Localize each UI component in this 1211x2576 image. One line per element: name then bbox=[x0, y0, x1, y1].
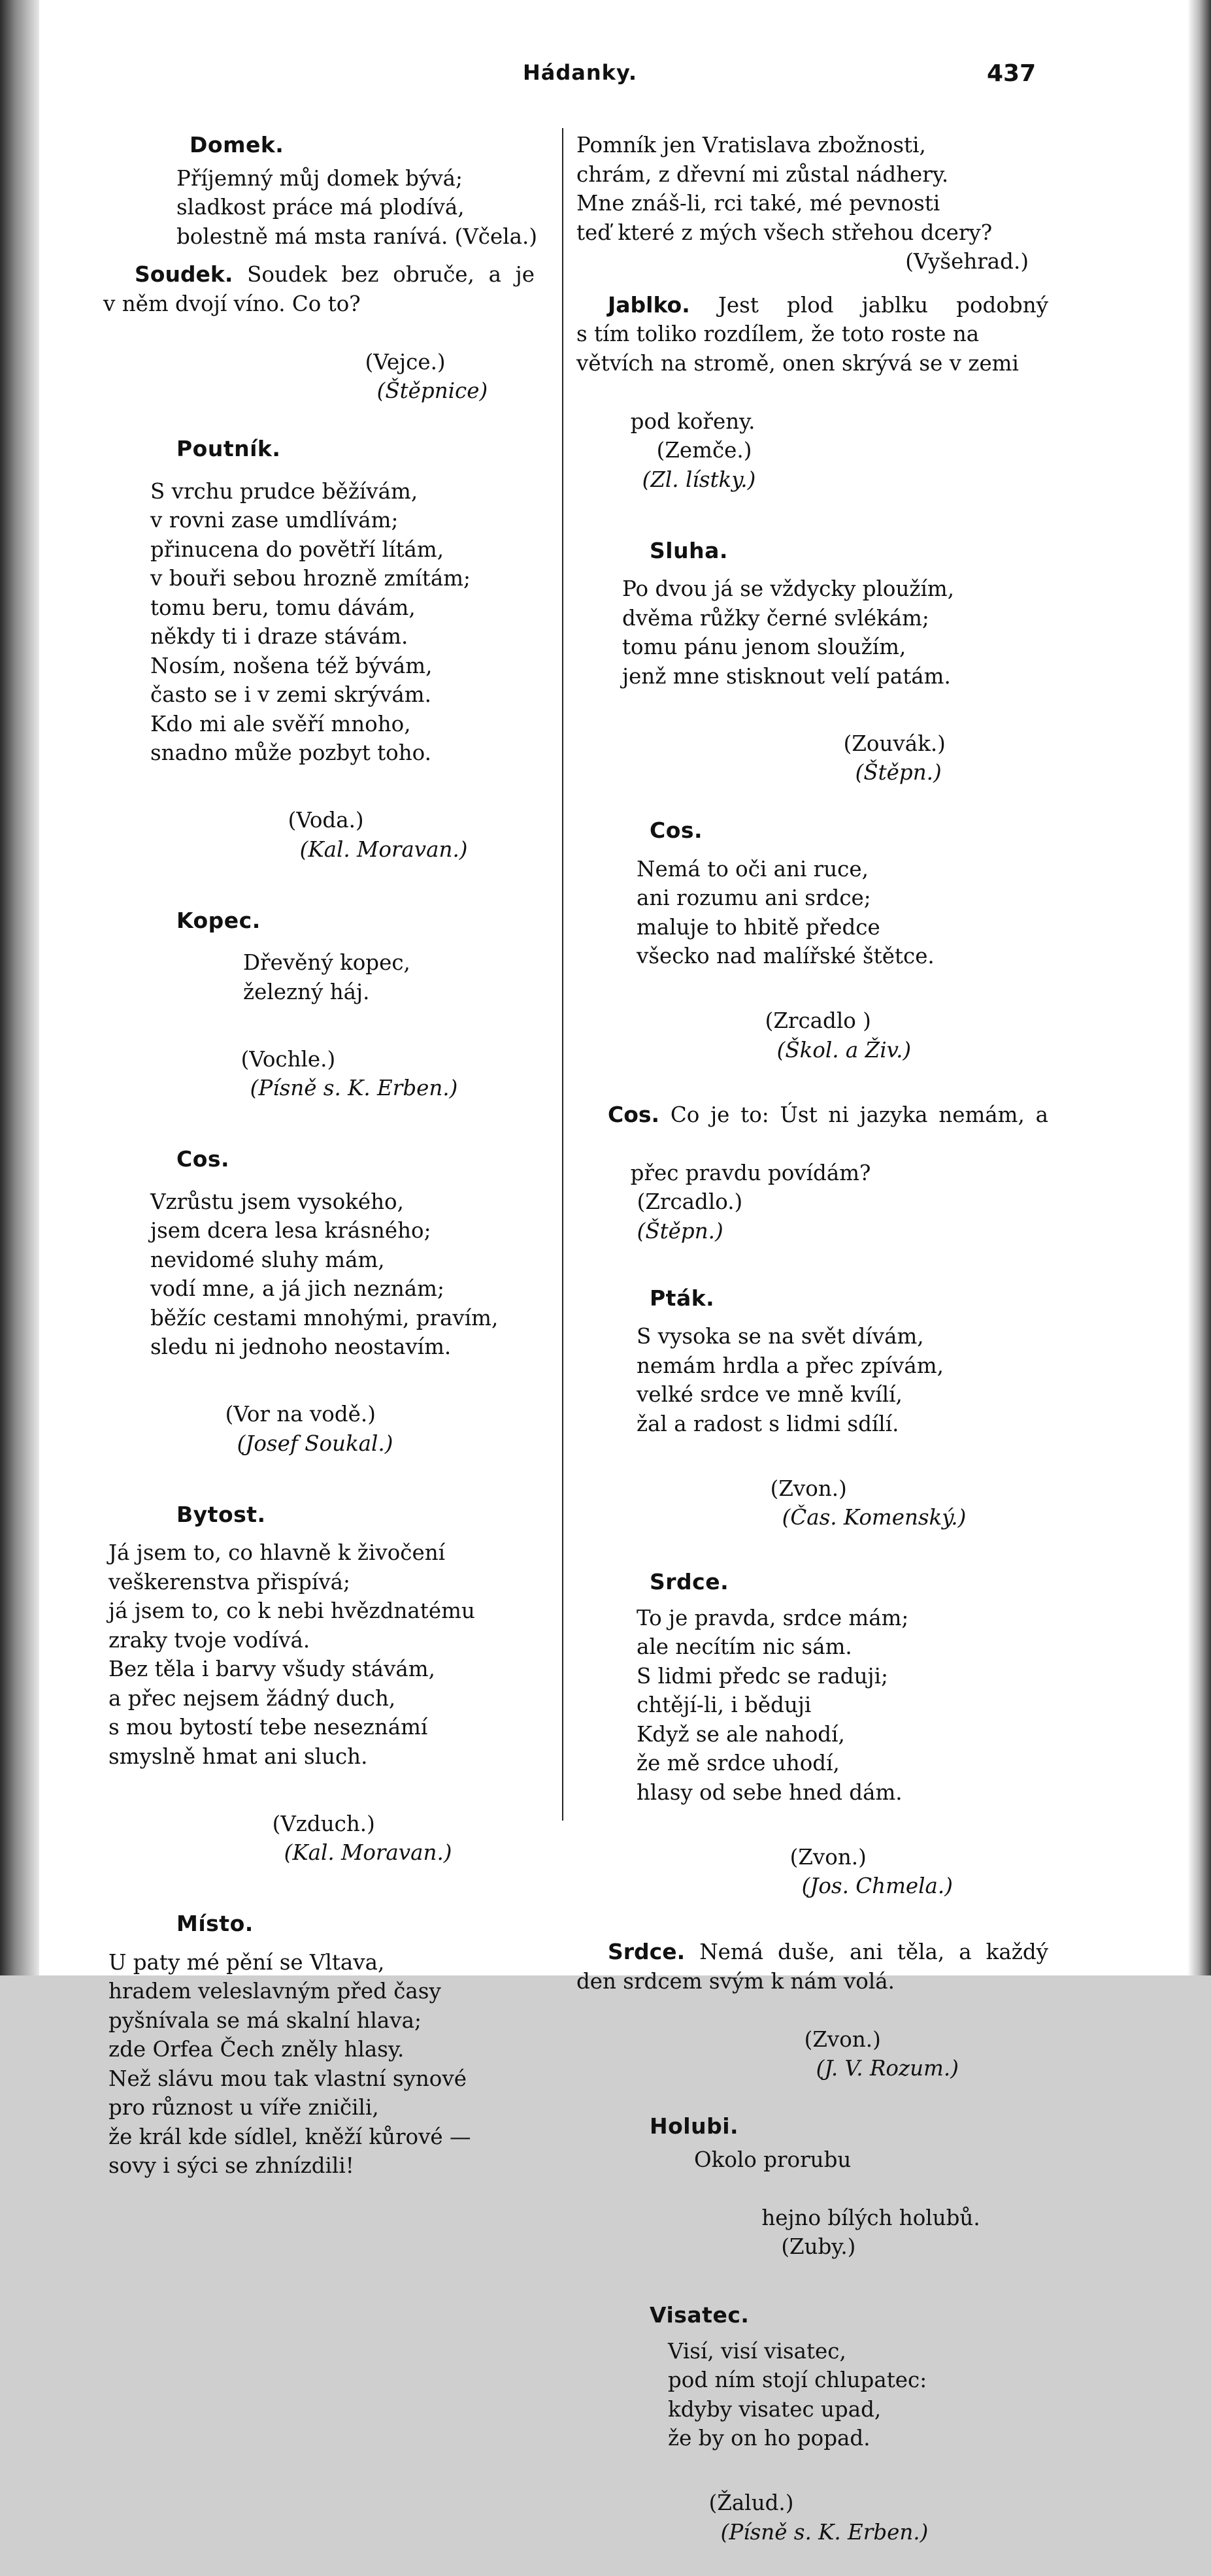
verse-line: a přec nejsem žádný duch, bbox=[108, 1685, 396, 1711]
verse-line: pod ním stojí chlupatec: bbox=[668, 2368, 927, 2392]
riddle-source: (Kal. Moravan.) bbox=[299, 836, 468, 862]
riddle-title: Pták. bbox=[650, 1285, 715, 1311]
riddle-source: (Zl. lístky.) bbox=[642, 467, 756, 492]
riddle-answer: (Žalud.) bbox=[708, 2490, 794, 2515]
riddle-answer: (Zrcadlo.) bbox=[637, 1189, 743, 1214]
verse-line: Okolo prorubu bbox=[694, 2147, 852, 2172]
verse-line: Když se ale nahodí, bbox=[637, 1721, 845, 1747]
riddle-title: Holubi. bbox=[650, 2113, 739, 2139]
verse-line: maluje to hbitě předce bbox=[637, 914, 880, 940]
riddle-answer: (Voda.) bbox=[288, 808, 364, 833]
riddle-answer: (Vzduch.) bbox=[272, 1811, 375, 1836]
verse-line: veškerenstva přispívá; bbox=[108, 1569, 351, 1594]
verse-line: U paty mé pění se Vltava, bbox=[108, 1949, 385, 1975]
verse-line: přinucena do povětří lítám, bbox=[150, 537, 444, 562]
verse-line: bolestně má msta ranívá. (Včela.) bbox=[176, 223, 538, 249]
riddle-visatec bbox=[576, 2301, 1048, 2576]
verse-line: hradem veleslavným před časy bbox=[108, 1979, 441, 2004]
riddle-bytost bbox=[103, 1500, 535, 1897]
verse-line: já jsem to, co k nebi hvězdnatému bbox=[108, 1598, 475, 1623]
running-head bbox=[0, 60, 1211, 93]
verse-line: Pomník jen Vratislava zbožnosti, bbox=[576, 133, 926, 157]
verse-line: pyšnívala se má skalní hlava; bbox=[108, 2007, 422, 2033]
riddle-source: (Kal. Moravan.) bbox=[284, 1840, 452, 1865]
riddle-answer: (Vochle.) bbox=[241, 1046, 336, 1072]
page-number: 437 bbox=[987, 60, 1037, 87]
riddle-source: (Štěpnice) bbox=[376, 378, 488, 403]
verse-line: Visí, visí visatec, bbox=[668, 2338, 846, 2364]
riddle-misto-continued bbox=[576, 131, 1048, 276]
verse-line: hejno bílých holubů. bbox=[761, 2205, 980, 2230]
riddle-domek bbox=[103, 131, 538, 251]
riddle-answer: (Vyšehrad.) bbox=[905, 249, 1029, 274]
riddle-answer: (Zemče.) bbox=[656, 438, 752, 463]
riddle-soudek bbox=[103, 260, 535, 435]
riddle-source: (Písně s. K. Erben.) bbox=[720, 2519, 929, 2545]
verse-line: Kdo mi ale svěří mnoho, bbox=[150, 711, 411, 736]
riddle-answer: (Vor na vodě.) bbox=[225, 1402, 376, 1427]
riddle-title: Sluha. bbox=[650, 537, 728, 563]
verse-line: smyslně hmat ani sluch. bbox=[108, 1743, 368, 1769]
riddle-title: Srdce. bbox=[608, 1939, 686, 1964]
verse-line: tomu beru, tomu dávám, bbox=[150, 595, 416, 620]
verse-line: že by on ho popad. bbox=[668, 2426, 871, 2451]
verse-line: S vrchu prudce běžívám, bbox=[150, 478, 418, 504]
verse-line: dvěma růžky černé svlékám; bbox=[622, 605, 929, 631]
riddle-srdce-zvon bbox=[576, 1568, 1048, 1930]
verse-line: železný háj. bbox=[243, 979, 370, 1004]
running-head-title: Hádanky. bbox=[523, 60, 638, 85]
verse-line: velké srdce ve mně kvílí, bbox=[637, 1382, 903, 1407]
riddle-answer: (Zuby.) bbox=[781, 2234, 856, 2259]
riddle-text: větvích na stromě, onen skrývá se v zemi bbox=[576, 350, 1019, 376]
verse-line: Příjemný můj domek bývá; bbox=[176, 165, 463, 191]
riddle-answer: (Zvon.) bbox=[789, 1844, 867, 1870]
verse-line: vodí mne, a já jich neznám; bbox=[150, 1276, 444, 1301]
riddle-jablko bbox=[576, 291, 1048, 523]
riddle-title: Domek. bbox=[190, 132, 284, 157]
right-column bbox=[576, 131, 1048, 2576]
riddle-answer: (Vejce.) bbox=[365, 349, 446, 374]
verse-line: v bouři sebou hrozně zmítám; bbox=[150, 566, 471, 591]
verse-line: S vysoka se na svět dívám, bbox=[637, 1324, 924, 1349]
verse-line: sladkost práce má plodívá, bbox=[176, 195, 465, 220]
riddle-title: Cos. bbox=[608, 1101, 660, 1127]
verse-line: Po dvou já se vždycky ploužím, bbox=[622, 576, 955, 601]
verse-line: že mě srdce uhodí, bbox=[637, 1751, 840, 1775]
riddle-title: Kopec. bbox=[176, 907, 261, 933]
riddle-cos-zrcadlo-2 bbox=[576, 1100, 1048, 1275]
riddle-title: Bytost. bbox=[176, 1501, 266, 1527]
riddle-source: (Josef Soukal.) bbox=[237, 1430, 393, 1456]
riddle-ptak bbox=[576, 1284, 1048, 1562]
riddle-text: Nemá duše, ani těla, a každý bbox=[699, 1940, 1048, 1964]
riddle-poutnik bbox=[103, 435, 535, 893]
riddle-source: (Škol. a Živ.) bbox=[776, 1037, 912, 1063]
verse-line: někdy ti i draze stávám. bbox=[150, 624, 408, 649]
verse-line: teď které z mých všech střehou dcery? bbox=[576, 220, 993, 245]
riddle-text: pod kořeny. bbox=[630, 408, 755, 434]
verse-line: Já jsem to, co hlavně k živočení bbox=[108, 1540, 446, 1565]
verse-line: Vzrůstu jsem vysokého, bbox=[150, 1189, 404, 1214]
verse-line: zde Orfea Čech zněly hlasy. bbox=[108, 2037, 405, 2062]
verse-line: snadno může pozbyt toho. bbox=[150, 740, 431, 765]
verse-line: nevidomé sluhy mám, bbox=[150, 1247, 385, 1272]
riddle-title: Cos. bbox=[176, 1146, 230, 1172]
riddle-text: v něm dvojí víno. Co to? bbox=[103, 291, 361, 316]
verse-line: s mou bytostí tebe neseznámí bbox=[108, 1715, 428, 1740]
verse-line: běžíc cestami mnohými, pravím, bbox=[150, 1305, 499, 1330]
verse-line: ale necítím nic sám. bbox=[637, 1634, 852, 1659]
riddle-source: (Čas. Komenský.) bbox=[782, 1505, 967, 1530]
riddle-answer: (Zvon.) bbox=[804, 2026, 881, 2052]
riddle-cos-zrcadlo bbox=[576, 816, 1048, 1094]
riddle-title: Poutník. bbox=[176, 436, 281, 461]
verse-line: Nosím, nošena též bývám, bbox=[150, 653, 433, 678]
verse-line: sovy i sýci se zhnízdili! bbox=[108, 2153, 354, 2178]
verse-line: Nemá to oči ani ruce, bbox=[637, 856, 869, 882]
verse-line: chrám, z dřevní mi zůstal nádhery. bbox=[576, 161, 949, 187]
riddle-kopec bbox=[103, 906, 535, 1132]
verse-line: sledu ni jednoho neostavím. bbox=[150, 1334, 452, 1359]
riddle-source: (Písně s. K. Erben.) bbox=[250, 1076, 458, 1100]
verse-line: nemám hrdla a přec zpívám, bbox=[637, 1353, 944, 1378]
verse-line: v rovni zase umdlívám; bbox=[150, 508, 399, 533]
verse-line: že král kde sídlel, kněží kůrové — bbox=[108, 2124, 471, 2149]
page-binding-shadow bbox=[0, 0, 39, 1975]
verse-line: žal a radost s lidmi sdílí. bbox=[637, 1411, 899, 1436]
verse-line: všecko nad malířské štětce. bbox=[637, 944, 935, 968]
riddle-source: (Jos. Chmela.) bbox=[801, 1874, 953, 1898]
riddle-text: Co je to: Úst ni jazyka nemám, a bbox=[670, 1102, 1048, 1127]
riddle-text: Soudek bez obruče, a je bbox=[247, 262, 535, 287]
riddle-misto bbox=[103, 1909, 535, 2181]
riddle-title: Místo. bbox=[176, 1911, 254, 1936]
verse-line: ani rozumu ani srdce; bbox=[637, 885, 871, 910]
riddle-answer: (Zrcadlo ) bbox=[765, 1008, 871, 1033]
verse-line: kdyby visatec upad, bbox=[668, 2396, 882, 2422]
verse-line: jenž mne stisknout velí patám. bbox=[622, 663, 951, 689]
riddle-text: Jest plod jablku podobný bbox=[718, 292, 1048, 318]
riddle-answer: (Zouvák.) bbox=[843, 731, 946, 756]
verse-line: tomu pánu jenom sloužím, bbox=[622, 635, 906, 659]
page-edge-shadow bbox=[1187, 0, 1211, 1975]
riddle-cos-vor bbox=[103, 1145, 535, 1487]
verse-line: chtějí-li, i běduji bbox=[637, 1693, 812, 1717]
verse-line: Mne znáš-li, rci také, mé pevnosti bbox=[576, 191, 940, 216]
riddle-title: Jablko. bbox=[608, 291, 690, 318]
riddle-title: Srdce. bbox=[650, 1569, 729, 1594]
riddle-text: přec pravdu povídám? bbox=[630, 1160, 871, 1185]
riddle-source: (Štěpn.) bbox=[855, 760, 942, 785]
riddle-title: Cos. bbox=[650, 817, 703, 843]
verse-line: hlasy od sebe hned dám. bbox=[637, 1779, 903, 1805]
riddle-text: den srdcem svým k nám volá. bbox=[576, 1968, 895, 1994]
riddle-source: (J. V. Rozum.) bbox=[816, 2056, 959, 2081]
riddle-answer: (Zvon.) bbox=[770, 1476, 847, 1501]
verse-line: To je pravda, srdce mám; bbox=[637, 1605, 909, 1630]
riddle-sluha bbox=[576, 537, 1048, 817]
verse-line: často se i v zemi skrývám. bbox=[150, 682, 431, 707]
riddle-source: (Štěpn.) bbox=[637, 1218, 723, 1244]
verse-line: pro různost u víře zničili, bbox=[108, 2095, 379, 2120]
verse-line: S lidmi předc se raduji; bbox=[637, 1663, 888, 1689]
riddle-title: Soudek. bbox=[135, 261, 233, 287]
verse-line: Dřevěný kopec, bbox=[243, 950, 410, 975]
riddle-text: s tím toliko rozdílem, že toto roste na bbox=[576, 322, 980, 346]
column-divider bbox=[562, 128, 563, 1821]
riddle-title: Visatec. bbox=[650, 2302, 750, 2328]
riddle-srdce-zvon-2 bbox=[576, 1938, 1048, 2112]
riddle-holubi bbox=[576, 2112, 1048, 2290]
verse-line: Bez těla i barvy všudy stávám, bbox=[108, 1657, 435, 1681]
verse-line: jsem dcera lesa krásného; bbox=[150, 1218, 431, 1243]
verse-line: Než slávu mou tak vlastní synové bbox=[108, 2066, 467, 2091]
verse-line: zraky tvoje vodívá. bbox=[108, 1627, 310, 1653]
left-column bbox=[103, 131, 538, 2181]
